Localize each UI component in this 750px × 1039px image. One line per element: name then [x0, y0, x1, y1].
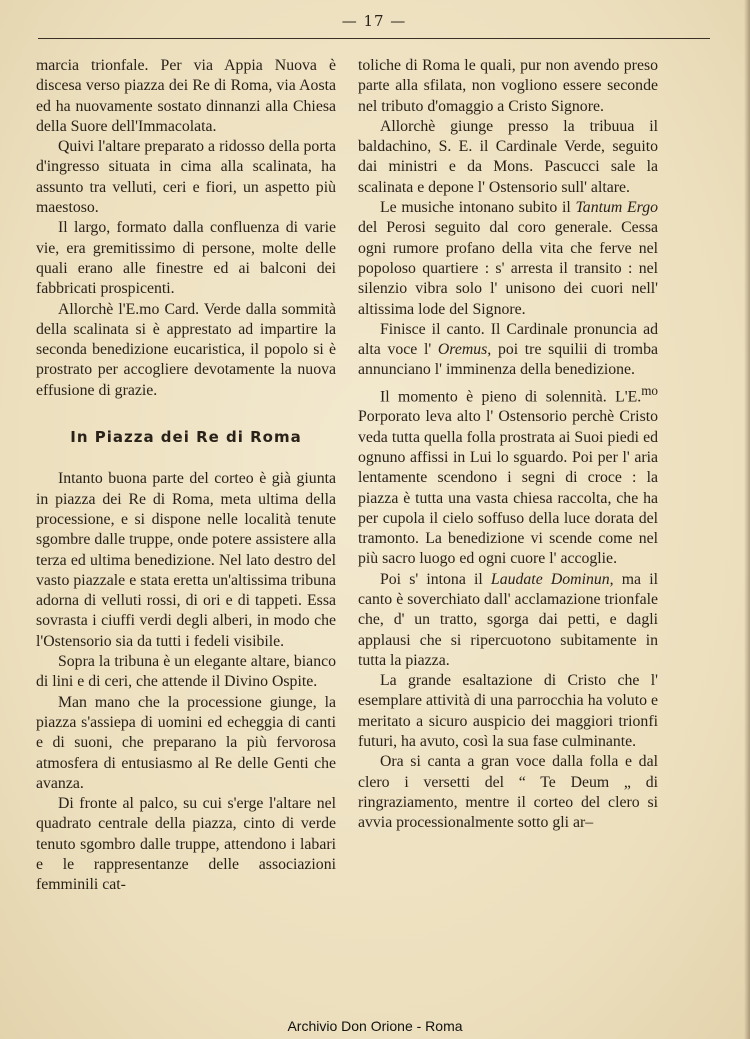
- section-heading: In Piazza dei Re di Roma: [70, 428, 302, 447]
- right-column: [358, 56, 658, 834]
- work-title: Laudate Dominun,: [490, 570, 614, 588]
- paragraph: [358, 381, 658, 570]
- paragraph: Man mano che la processione giunge, la piazza s'assiepa di uomini ed echeggia di canti e di suoni, che preparano la più fervorosa atmosfera di entusiasmo al Re delle Genti che avanza.: [36, 693, 336, 792]
- page-number: — 17 —: [341, 12, 407, 30]
- text-run: ma il canto è soverchiato dall' acclamazione trionfale che, d' un tratto, sgorga dai petti, e dagli applausi che si ripercuotono subitamente in tutta la piazza.: [358, 570, 658, 669]
- text-run: del Perosi seguito dal coro generale. Cessa ogni rumore profano della vita che ferve nel popoloso quartiere : s' arresta il transito : nel silenzio vibra solo l' unisono dei cuori nell' altissima lode del Signore.: [358, 219, 658, 318]
- header-rule: [38, 38, 710, 39]
- paragraph: Allorchè l'E.mo Card. Verde dalla sommità della scalinata si è apprestato ad impartire la seconda benedizione eucaristica, il popolo si è prostrato per accogliere devotamente la nuova effusione di grazie.: [36, 300, 336, 399]
- text-run: Poi s' intona il: [380, 570, 491, 588]
- text-run: Le musiche intonano subito il: [380, 199, 576, 217]
- text-run: Finisce il canto. Il Cardinale pronuncia ad alta voce l': [358, 320, 658, 359]
- paragraph: [358, 198, 658, 320]
- paragraph: [358, 320, 658, 381]
- paragraph: Quivi l'altare preparato a ridosso della porta d'ingresso situata in cima alla scalinata, ha assunto tra velluti, ceri e fiori, un aspetto più maestoso.: [36, 138, 336, 217]
- text-run: Porporato leva alto l' Ostensorio perchè Cristo veda tutta quella folla prostrata ai Suoi piedi ed ognuno affissi in Lui lo sguardo. Poi per l' aria lentamente scendono i segni di croce : la piazza è tutta una vasta chiesa raccolta, che ha per cupola il cielo soffuso della luce dorata del tramonto. La benedizione vi scende come nel più sacro luogo ed ogni cuore l' accoglie.: [358, 408, 658, 568]
- paragraph: Intanto buona parte del corteo è già giunta in piazza dei Re di Roma, meta ultima della processione, e si dispone nelle località tenute sgombre dalle truppe, onde potere assistere alla terza ed ultima benedizione. Nel lato destro del vasto piazzale e stata eretta un'altissima tribuna adorna di velluti rossi, di ori e di tappeti. Essa sovrasta i ciuffi verdi degli alberi, in modo che l'Ostensorio sia da tutti i fedeli visibile.: [36, 470, 336, 650]
- paragraph: marcia trionfale. Per via Appia Nuova è discesa verso piazza dei Re di Roma, via Aosta ed ha nuovamente sostato dinnanzi alla Chiesa della Suore dell'Immacolata.: [36, 57, 336, 135]
- paragraph: Il largo, formato dalla confluenza di varie vie, era gremitissimo di persone, molte delle quali erano alle finestre ed ai balconi dei fabbricati prospicenti.: [36, 219, 336, 298]
- text-run: poi tre squilii di tromba annunciano l' imminenza della benedizione.: [358, 341, 659, 379]
- paragraph: Sopra la tribuna è un elegante altare, bianco di lini e di ceri, che attende il Divino Ospite.: [36, 653, 336, 691]
- paragraph: Di fronte al palco, su cui s'erge l'altare nel quadrato centrale della piazza, cinto di verde tenuto sgombro dalle truppe, attendono i labari e le rappresentanze delle associazioni femminili cat-: [36, 795, 336, 894]
- paragraph: [358, 570, 658, 671]
- left-column: [36, 56, 336, 896]
- text-run: Il momento è pieno di solennità. L'E.: [380, 388, 642, 406]
- work-title: Oremus,: [437, 341, 492, 359]
- paragraph: Allorchè giunge presso la tribuua il baldachino, S. E. il Cardinale Verde, seguito dai ministri e da Mons. Pascucci sale la scalinata e depone l' Ostensorio sull' altare.: [358, 117, 658, 196]
- archive-footer: Archivio Don Orione - Roma: [287, 1018, 463, 1034]
- work-title: Tantum Ergo: [575, 199, 658, 217]
- page-edge-shadow: [744, 0, 750, 1039]
- paragraph: La grande esaltazione di Cristo che l' esemplare attività di una parrocchia ha voluto e meritato a sicuro auspicio dei maggiori trionfi futuri, ha avuto, così la sua fase culminante.: [358, 672, 658, 751]
- paragraph: toliche di Roma le quali, pur non avendo preso parte alla sfilata, non vogliono essere seconde nel tributo d'omaggio a Cristo Signore.: [358, 57, 658, 115]
- paragraph: Ora si canta a gran voce dalla folla e dal clero i versetti del “ Te Deum „ di ringraziamento, mentre il corteo del clero si avvia processionalmente sotto gli ar–: [358, 753, 658, 832]
- superscript: mo: [641, 382, 658, 398]
